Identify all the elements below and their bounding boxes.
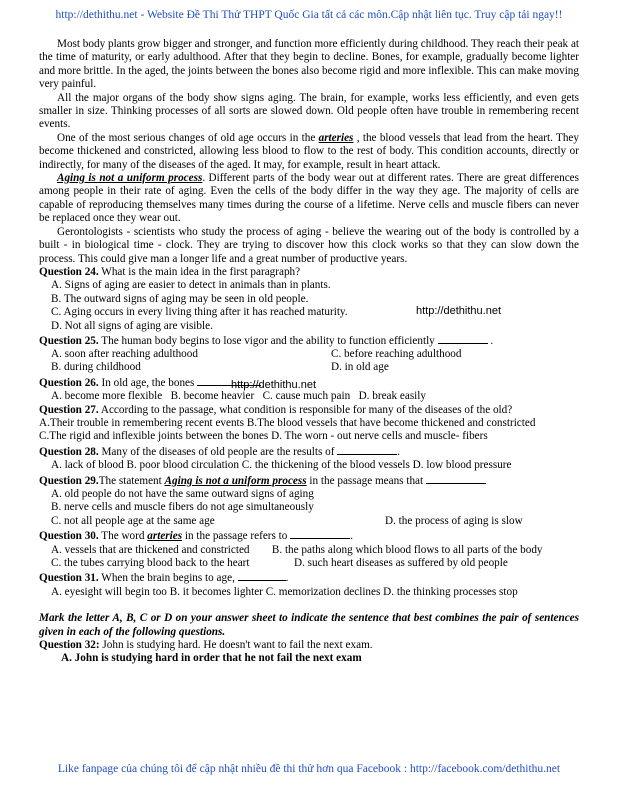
options-ab: A.Their trouble in remembering recent events B.The blood vessels that have become thickened and constricted <box>39 416 536 429</box>
question-32: Question 32: John is studying hard. He doesn't want to fail the next exam. A. John is studying hard in order that he not fail the next exam <box>39 639 579 666</box>
keyword-arteries: arteries <box>147 530 183 543</box>
option-b: B. the paths along which blood flows to all parts of the body <box>271 543 543 556</box>
option-d: D. such heart diseases as suffered by old people <box>294 557 508 570</box>
option-c: C. cause much pain <box>262 390 351 403</box>
passage-paragraph-4: Aging is not a uniform process. Different parts of the body wear out at different rates. There are great differences among people in their rate of aging. Even the cells of the body differ in the way they age. The majority of cells are capable of reproducing themselves many times during the course of a lifetime. Nerve cells and muscle fibers can never be replaced once they wear out. <box>39 172 579 225</box>
option-a: A. become more flexible <box>51 390 163 403</box>
option-a: A. vessels that are thickened and constricted <box>51 543 250 556</box>
question-28: Question 28. Many of the diseases of old people are the results of . A. lack of blood B. poor blood circulation C. the thickening of the blood vessels D. low blood pressure <box>39 444 579 473</box>
question-25: Question 25. The human body begins to lose vigor and the ability to function efficiently . A. soon after reaching adulthood C. before reaching adulthood B. during childhood D. in old age <box>39 334 494 374</box>
question-31: Question 31. When the brain begins to age, . A. eyesight will begin too B. it becomes lighter C. memorization declines D. the thinking processes stop <box>39 570 579 599</box>
options-cd: C.The rigid and inflexible joints between the bones D. The worn - out nerve cells and muscle- fibers <box>39 430 488 443</box>
option-b: B. nerve cells and muscle fibers do not age simultaneously <box>51 501 314 514</box>
page-footer: Like fanpage của chúng tôi để cập nhật nhiều đề thi thử hơn qua Facebook : http://facebook.com/dethithu.net <box>57 763 561 775</box>
watermark: http://dethithu.net <box>231 379 317 391</box>
option-c: C. Aging occurs in every living thing after it has reached maturity. <box>51 306 348 319</box>
option-c: C. not all people age at the same age <box>51 514 215 527</box>
option-d: D. break easily <box>358 390 426 403</box>
option-a: A. John is studying hard in order that he not fail the next exam <box>61 652 362 665</box>
passage-paragraph-5: Gerontologists - scientists who study the process of aging - believe the wearing out of the body is controlled by a built - in biological time - clock. They are trying to discover how this clock works so that they can slow down the process. This could give man a longer life and a great number of productive years. <box>39 225 579 265</box>
option-b: B. The outward signs of aging may be seen in old people. <box>51 292 309 305</box>
options-row: A. lack of blood B. poor blood circulation C. the thickening of the blood vessels D. low blood pressure <box>51 459 512 472</box>
option-a: A. Signs of aging are easier to detect in animals than in plants. <box>51 279 331 292</box>
question-27: Question 27. According to the passage, what condition is responsible for many of the diseases of the old? A.Their trouble in remembering recent events B.The blood vessels that have become thickened and constricted C.The rigid and inflexible joints between the bones D. The worn - out nerve cells and muscle- fibers <box>39 404 579 444</box>
question-26: Question 26. In old age, the bones A. become more flexible B. become heavier C. cause much pain D. break easily <box>39 375 579 404</box>
option-d: D. the process of aging is slow <box>385 514 523 527</box>
option-a: A. old people do not have the same outward signs of aging <box>51 488 314 500</box>
passage-paragraph-3: One of the most serious changes of old age occurs in the arteries , the blood vessels that lead from the heart. They become thickened and constricted, allowing less blood to flow to the rest of body. This condition accounts, directly or indirectly, for many of the diseases of the aged. It may, for example, result in heart attack. <box>39 131 579 171</box>
option-d: D. in old age <box>331 361 389 374</box>
options-ab <box>51 544 579 557</box>
keyword-aging-process: Aging is not a uniform process <box>57 172 203 185</box>
options-row: A. eyesight will begin too B. it becomes lighter C. memorization declines D. the thinking processes stop <box>51 585 518 598</box>
instruction: Mark the letter A, B, C or D on your answer sheet to indicate the sentence that best combines the pair of sentences given in each of the following questions. <box>39 612 579 638</box>
keyword-aging-process: Aging is not a uniform process <box>164 474 307 487</box>
option-a: A. soon after reaching adulthood <box>51 348 198 361</box>
passage-paragraph-2: All the major organs of the body show signs aging. The brain, for example, works less efficiently, and even gets smaller in size. Thinking processes of all sorts are slowed down. Old people often have trouble in remembering recent events. <box>39 91 579 131</box>
page-header: http://dethithu.net - Website Đề Thi Thử THPT Quốc Gia tất cả các môn.Cập nhật liên tục. Truy cập tải ngay!! <box>55 9 563 21</box>
option-c: C. the tubes carrying blood back to the heart <box>51 557 250 570</box>
option-d: D. Not all signs of aging are visible. <box>51 319 213 332</box>
passage-paragraph-1: Most body plants grow bigger and stronger, and function more efficiently during childhood. They reach their peak at the time of maturity, or early adulthood. After that they begin to decline. Bones, for example, gradually become lighter and more brittle. In the aged, the joints between the bones also become rigid and more inflexible. This can make moving very painful. <box>39 38 580 91</box>
question-29: Question 29.The statement Aging is not a uniform process in the passage means that A. old people do not have the same outward signs of aging B. nerve cells and muscle fibers do not age simultaneously C. not all people age at the same age D. the process of aging is slow <box>39 473 579 529</box>
watermark: http://dethithu.net <box>416 305 502 317</box>
keyword-arteries: arteries <box>318 131 354 144</box>
option-b: B. become heavier <box>170 390 255 403</box>
question-30: Question 30. The word arteries in the passage refers to . A. vessels that are thickened and constricted B. the paths along which blood flows to all parts of the body C. the tubes carrying blood back to the heart D. such heart diseases as suffered by old people <box>39 528 579 570</box>
question-24: Question 24. What is the main idea in the first paragraph? A. Signs of aging are easier to detect in animals than in plants. B. The outward signs of aging may be seen in old people. C. Aging occurs in every living thing after it has reached maturity. D. Not all signs of aging are visible. <box>39 266 579 333</box>
option-c: C. before reaching adulthood <box>331 348 462 361</box>
option-b: B. during childhood <box>51 361 141 374</box>
exam-content <box>39 38 579 666</box>
